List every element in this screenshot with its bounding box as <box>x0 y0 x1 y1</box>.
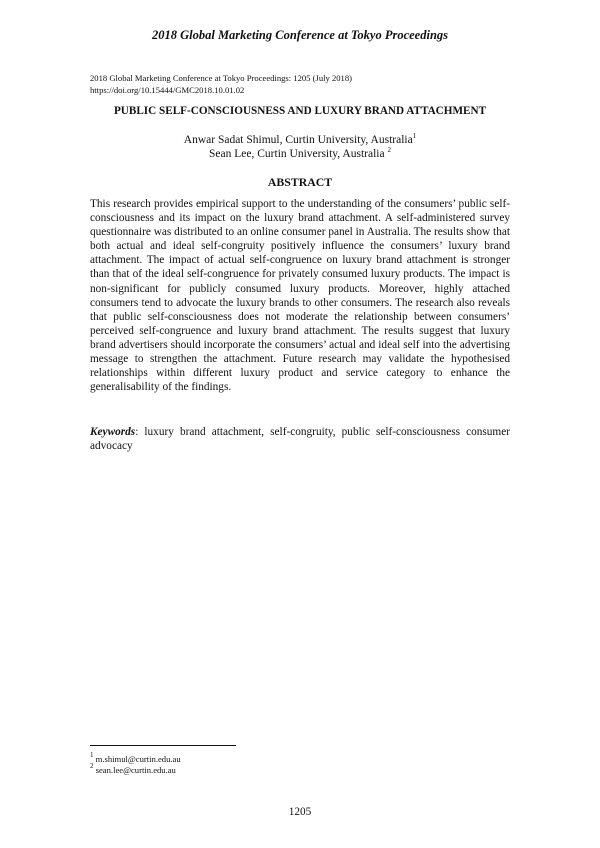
footnote-item <box>90 762 390 776</box>
footnote-divider <box>90 745 236 746</box>
author-line <box>0 133 600 147</box>
footnote-number: 1 <box>90 751 94 759</box>
author-name: Anwar Sadat Shimul, Curtin University, Australia <box>183 134 413 146</box>
footnote-marker: 2 <box>387 146 391 154</box>
footnotes <box>90 751 390 776</box>
citation-line: 2018 Global Marketing Conference at Tokyo Proceedings: 1205 (July 2018) <box>90 73 353 83</box>
abstract-body: This research provides empirical support to the understanding of the consumers’ public self-consciousness and its impact on the luxury brand attachment. A self-administered survey questionnaire was distributed to an online consumer panel in Australia. The results show that both actual and ideal self-congruity positively influence the consumers’ luxury brand attachment. The impact of actual self-congruence on luxury brand attachment is stronger than that of the ideal self-congruence for privately consumed luxury products. The impact is non-significant for publicly consumed luxury products. Moreover, highly attached consumers tend to advocate the luxury brands to other consumers. The research also reveals that public self-consciousness does not moderate the relationship between consumers’ perceived self-congruence and luxury brand attachment. The results suggest that luxury brand advertisers should incorporate the consumers’ actual and ideal self into the advertising message to strengthen the attachment. Future research may validate the hypothesised relationships within different luxury product and service category to enhance the generalisability of the findings. <box>90 198 510 394</box>
keywords-colon: : <box>135 426 139 438</box>
keywords-text: luxury brand attachment, self-congruity, public self-consciousness consumer advocacy <box>90 426 510 453</box>
keywords-paragraph <box>90 425 510 453</box>
author-name: Sean Lee, Curtin University, Australia <box>209 148 388 160</box>
doi-link[interactable]: https://doi.org/10.15444/GMC2018.10.01.02 <box>90 85 245 95</box>
page-number: 1205 <box>288 806 312 818</box>
citation-block <box>90 72 510 96</box>
footnote-email[interactable]: m.shimul@curtin.edu.au <box>93 754 181 764</box>
running-header: 2018 Global Marketing Conference at Tokyo Proceedings <box>151 28 449 42</box>
paper-title: PUBLIC SELF-CONSCIOUSNESS AND LUXURY BRAND ATTACHMENT <box>113 105 487 117</box>
footnote-item <box>90 751 390 765</box>
footnote-number: 2 <box>90 762 94 770</box>
abstract-heading: ABSTRACT <box>267 175 333 189</box>
footnote-marker: 1 <box>412 132 417 140</box>
author-line <box>0 147 600 161</box>
keywords-label: Keywords <box>90 426 136 438</box>
author-list <box>0 133 600 161</box>
footnote-email[interactable]: sean.lee@curtin.edu.au <box>93 765 176 775</box>
